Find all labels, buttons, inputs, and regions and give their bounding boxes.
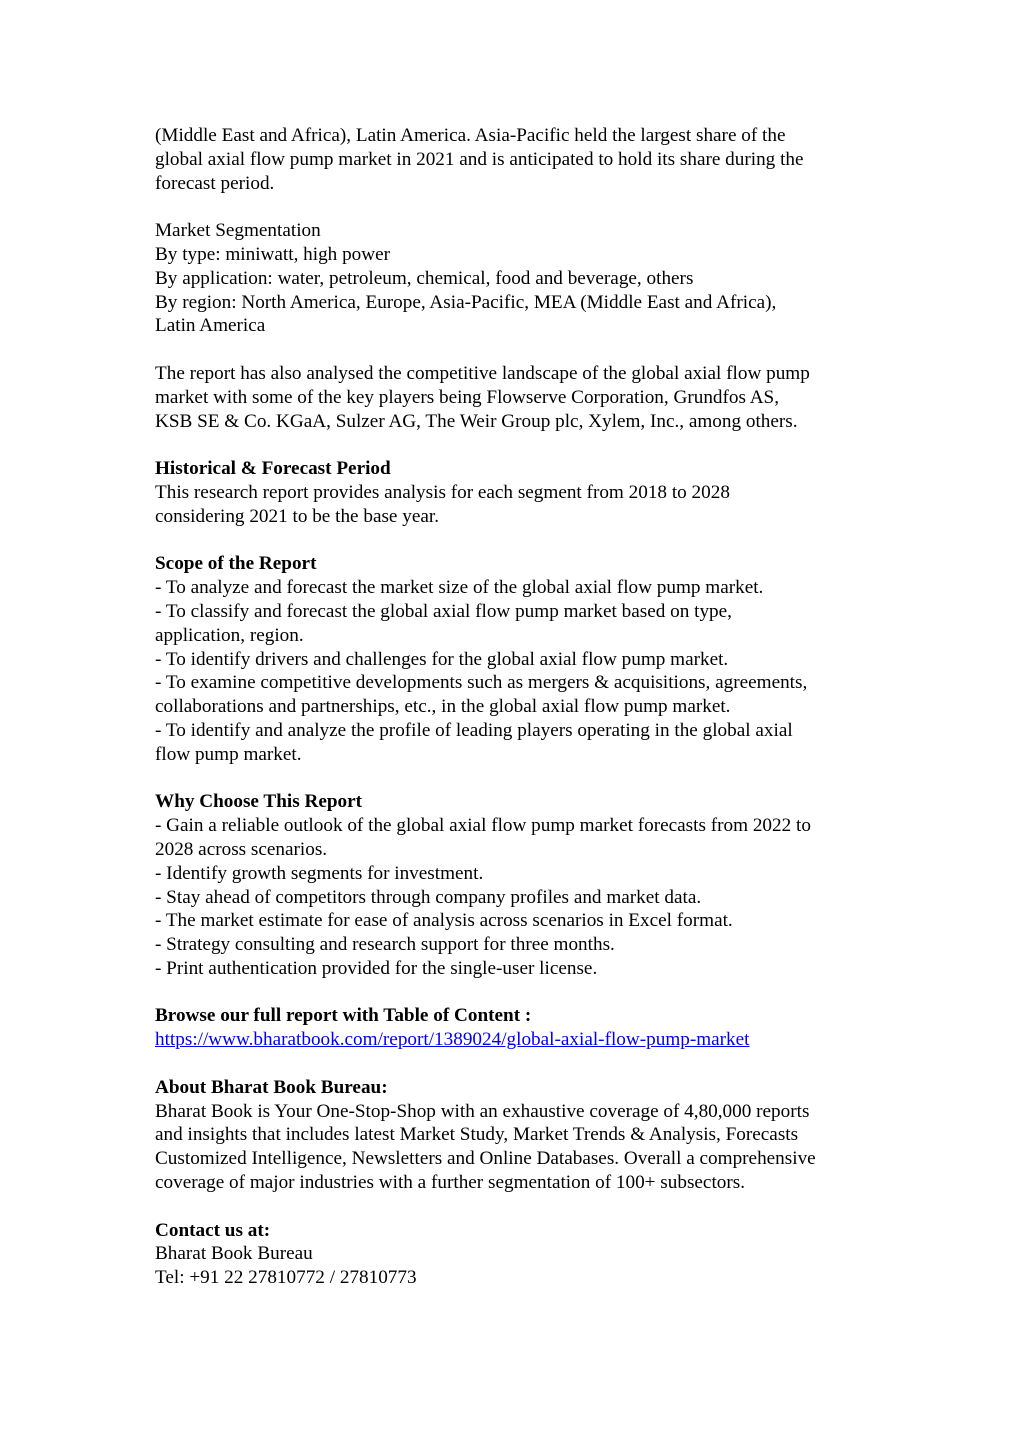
section-heading: Contact us at: xyxy=(155,1219,271,1241)
text-line: Latin America xyxy=(155,315,266,337)
text-line: - Stay ahead of competitors through company profiles and market data. xyxy=(155,886,702,908)
text-line: flow pump market. xyxy=(155,743,302,765)
scope-section xyxy=(155,552,885,766)
why-section xyxy=(155,790,885,980)
document-page xyxy=(155,124,885,1290)
text-line: collaborations and partnerships, etc., in the global axial flow pump market. xyxy=(155,696,731,718)
text-line: 2028 across scenarios. xyxy=(155,838,328,860)
company-name: Bharat Book Bureau xyxy=(155,1243,313,1265)
section-heading: About Bharat Book Bureau: xyxy=(155,1076,388,1098)
paragraph-gap xyxy=(155,767,885,791)
text-line: KSB SE & Co. KGaA, Sulzer AG, The Weir Group plc, Xylem, Inc., among others. xyxy=(155,410,798,432)
competitive-paragraph xyxy=(155,362,885,433)
text-line: market with some of the key players being Flowserve Corporation, Grundfos AS, xyxy=(155,386,780,408)
text-line: (Middle East and Africa), Latin America. Asia-Pacific held the largest share of the xyxy=(155,125,786,146)
segmentation-section xyxy=(155,219,885,338)
paragraph-gap xyxy=(155,433,885,457)
text-line: This research report provides analysis for each segment from 2018 to 2028 xyxy=(155,481,730,503)
intro-paragraph xyxy=(155,124,885,195)
paragraph-gap xyxy=(155,195,885,219)
text-line: By application: water, petroleum, chemical, food and beverage, others xyxy=(155,267,694,289)
text-line: Customized Intelligence, Newsletters and Online Databases. Overall a comprehensive xyxy=(155,1148,816,1170)
about-section xyxy=(155,1076,885,1195)
text-line: By type: miniwatt, high power xyxy=(155,243,391,265)
section-heading: Historical & Forecast Period xyxy=(155,458,391,480)
browse-section xyxy=(155,1004,885,1052)
paragraph-gap xyxy=(155,981,885,1005)
paragraph-gap xyxy=(155,1052,885,1076)
section-heading: Why Choose This Report xyxy=(155,791,363,813)
text-line: and insights that includes latest Market Study, Market Trends & Analysis, Forecasts xyxy=(155,1124,799,1146)
paragraph-gap xyxy=(155,1195,885,1219)
text-line: - To examine competitive developments such as mergers & acquisitions, agreements, xyxy=(155,672,808,694)
text-line: coverage of major industries with a further segmentation of 100+ subsectors. xyxy=(155,1172,746,1194)
text-line: - Gain a reliable outlook of the global axial flow pump market forecasts from 2022 to xyxy=(155,815,811,837)
section-heading: Scope of the Report xyxy=(155,553,317,575)
paragraph-gap xyxy=(155,529,885,553)
text-line: - To analyze and forecast the market size of the global axial flow pump market. xyxy=(155,577,764,599)
text-line: forecast period. xyxy=(155,172,275,194)
text-line: application, region. xyxy=(155,624,304,646)
text-line: Bharat Book is Your One-Stop-Shop with an exhaustive coverage of 4,80,000 reports xyxy=(155,1100,810,1122)
text-line: considering 2021 to be the base year. xyxy=(155,505,439,527)
paragraph-gap xyxy=(155,338,885,362)
text-line: - To identify and analyze the profile of leading players operating in the global axial xyxy=(155,719,793,741)
text-line: - Strategy consulting and research support for three months. xyxy=(155,934,615,956)
text-line: - Print authentication provided for the single-user license. xyxy=(155,957,598,979)
text-line: - To classify and forecast the global axial flow pump market based on type, xyxy=(155,600,732,622)
text-line: - To identify drivers and challenges for the global axial flow pump market. xyxy=(155,648,729,670)
text-line: The report has also analysed the competitive landscape of the global axial flow pump xyxy=(155,362,810,384)
segmentation-title: Market Segmentation xyxy=(155,220,321,242)
historical-section xyxy=(155,457,885,528)
text-line: global axial flow pump market in 2021 and is anticipated to hold its share during the xyxy=(155,148,804,170)
text-line: - Identify growth segments for investment. xyxy=(155,862,484,884)
report-link[interactable]: https://www.bharatbook.com/report/1389024/global-axial-flow-pump-market xyxy=(155,1029,750,1051)
phone-number: Tel: +91 22 27810772 / 27810773 xyxy=(155,1267,417,1289)
text-line: By region: North America, Europe, Asia-Pacific, MEA (Middle East and Africa), xyxy=(155,291,777,313)
section-heading: Browse our full report with Table of Content : xyxy=(155,1005,532,1027)
contact-section xyxy=(155,1219,885,1290)
text-line: - The market estimate for ease of analysis across scenarios in Excel format. xyxy=(155,910,733,932)
